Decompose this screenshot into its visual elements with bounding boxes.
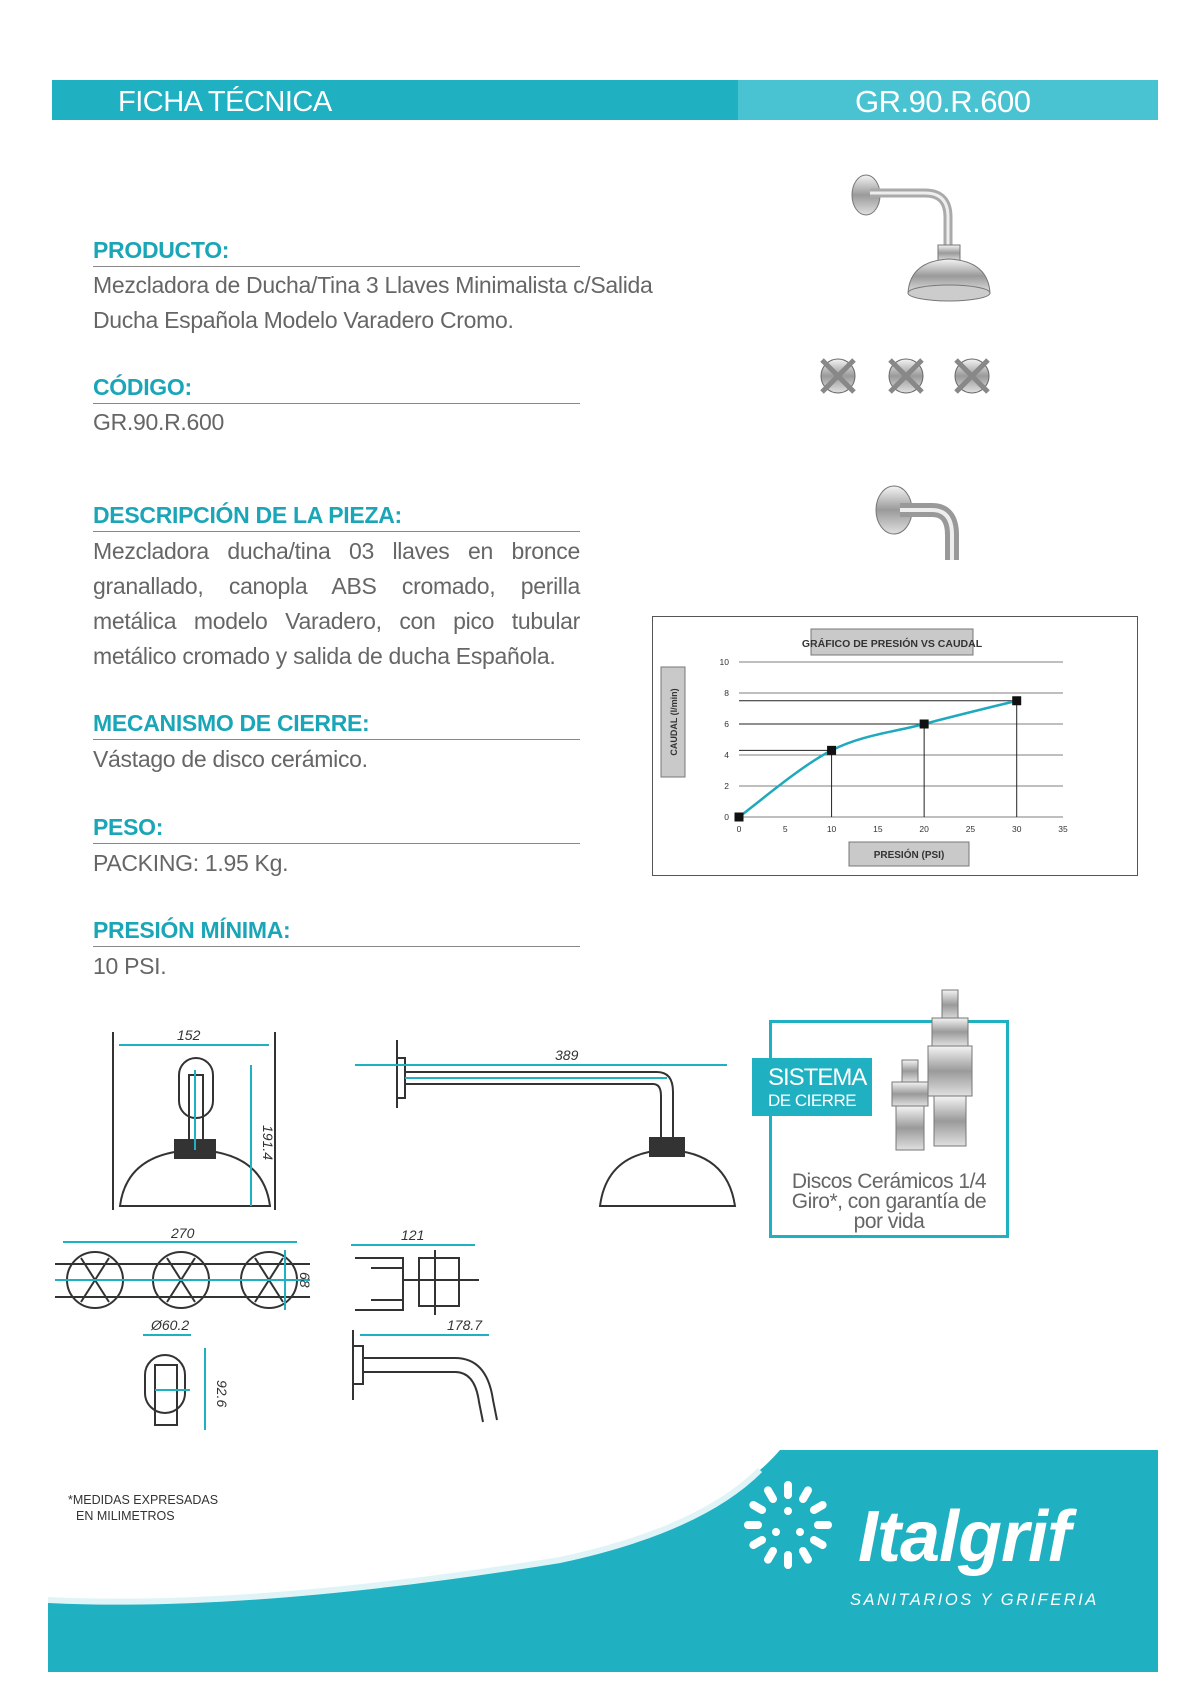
dim-121: 121 xyxy=(401,1227,425,1243)
chart-ticks xyxy=(720,657,1068,834)
producto-heading: PRODUCTO: xyxy=(93,237,580,267)
descripcion-heading: DESCRIPCIÓN DE LA PIEZA: xyxy=(93,502,580,532)
spout-photo xyxy=(870,480,970,570)
codigo-text: GR.90.R.600 xyxy=(93,409,224,435)
chart-ytick: 4 xyxy=(724,750,729,760)
chart-ytick: 6 xyxy=(724,719,729,729)
cross-handle-icon xyxy=(889,359,923,393)
chart-xtick: 10 xyxy=(826,824,837,834)
chart-svg xyxy=(653,617,1139,877)
codigo-heading: CÓDIGO: xyxy=(93,374,580,404)
dim-152: 152 xyxy=(177,1027,201,1043)
chart-xtick: 15 xyxy=(873,824,883,834)
dim-68: 68 xyxy=(297,1272,313,1288)
producto-line2: Ducha Española Modelo Varadero Cromo. xyxy=(93,307,514,333)
chart-xtick: 35 xyxy=(1058,824,1068,834)
chart-ytick: 2 xyxy=(724,781,729,791)
brand-logo: Italgrif xyxy=(858,1497,1071,1577)
chart-ytick: 0 xyxy=(724,812,729,822)
chart-ytick: 8 xyxy=(724,688,729,698)
chart-xtick: 25 xyxy=(965,824,976,834)
chart-series xyxy=(735,696,1022,821)
chart-xlabel: PRESIÓN (PSI) xyxy=(873,850,945,861)
pressure-flow-chart xyxy=(652,616,1138,876)
chart-title: GRÁFICO DE PRESIÓN VS CAUDAL xyxy=(801,638,983,650)
page-title: FICHA TÉCNICA xyxy=(118,86,332,118)
descripcion-text: Mezcladora ducha/tina 03 llaves en bronce granallado, canopla ABS cromado, perilla metálica modelo Varadero, con pico tubular metálico cromado y salida de ducha Española. xyxy=(93,538,580,669)
producto-text xyxy=(93,268,693,338)
producto-line1: Mezcladora de Ducha/Tina 3 Llaves Minimalista c/Salida xyxy=(93,272,653,298)
chart-data-point xyxy=(1012,696,1021,705)
chart-data-point xyxy=(827,746,836,755)
chart-grid xyxy=(739,662,1063,817)
chart-data-point xyxy=(735,813,744,822)
chart-xtick: 20 xyxy=(919,824,929,834)
dim-926: 92.6 xyxy=(214,1380,230,1408)
technical-drawings xyxy=(55,1010,755,1450)
dim-602: Ø60.2 xyxy=(151,1317,190,1333)
presion-heading: PRESIÓN MÍNIMA: xyxy=(93,917,580,947)
chart-xtick: 0 xyxy=(736,824,742,834)
dim-270: 270 xyxy=(171,1225,195,1241)
sistema-description: Discos Cerámicos 1/4 Giro*, con garantía de por vida xyxy=(791,1170,987,1233)
chart-series-line xyxy=(739,701,1017,817)
cross-handle-icon xyxy=(821,359,855,393)
dim-389: 389 xyxy=(555,1047,579,1063)
note-line1: *MEDIDAS EXPRESADAS xyxy=(68,1493,219,1507)
sistema-subtitle: DE CIERRE xyxy=(768,1091,857,1110)
shower-head-photo xyxy=(830,165,1050,320)
note-line2: EN MILIMETROS xyxy=(76,1509,175,1523)
mecanismo-heading: MECANISMO DE CIERRE: xyxy=(93,710,580,740)
brand-tagline: SANITARIOS Y GRIFERIA xyxy=(850,1591,1099,1609)
chart-xtick: 30 xyxy=(1011,824,1022,834)
chart-xtick: 5 xyxy=(782,824,788,834)
chart-ytick: 10 xyxy=(719,657,729,667)
mecanismo-text: Vástago de disco cerámico. xyxy=(93,746,368,772)
dim-191: 191.4 xyxy=(260,1125,276,1161)
ceramic-cartridge-photo xyxy=(880,988,1000,1168)
product-code-header: GR.90.R.600 xyxy=(855,84,1031,119)
cross-handle-icon xyxy=(955,359,989,393)
chart-ylabel: CAUDAL (l/min) xyxy=(669,688,679,756)
peso-text: PACKING: 1.95 Kg. xyxy=(93,850,289,876)
chart-data-point xyxy=(920,720,929,729)
peso-heading: PESO: xyxy=(93,814,580,844)
dim-1787: 178.7 xyxy=(447,1317,483,1333)
presion-text: 10 PSI. xyxy=(93,953,167,979)
cross-handles-photo xyxy=(808,350,1018,405)
sistema-title: SISTEMA xyxy=(768,1064,867,1091)
